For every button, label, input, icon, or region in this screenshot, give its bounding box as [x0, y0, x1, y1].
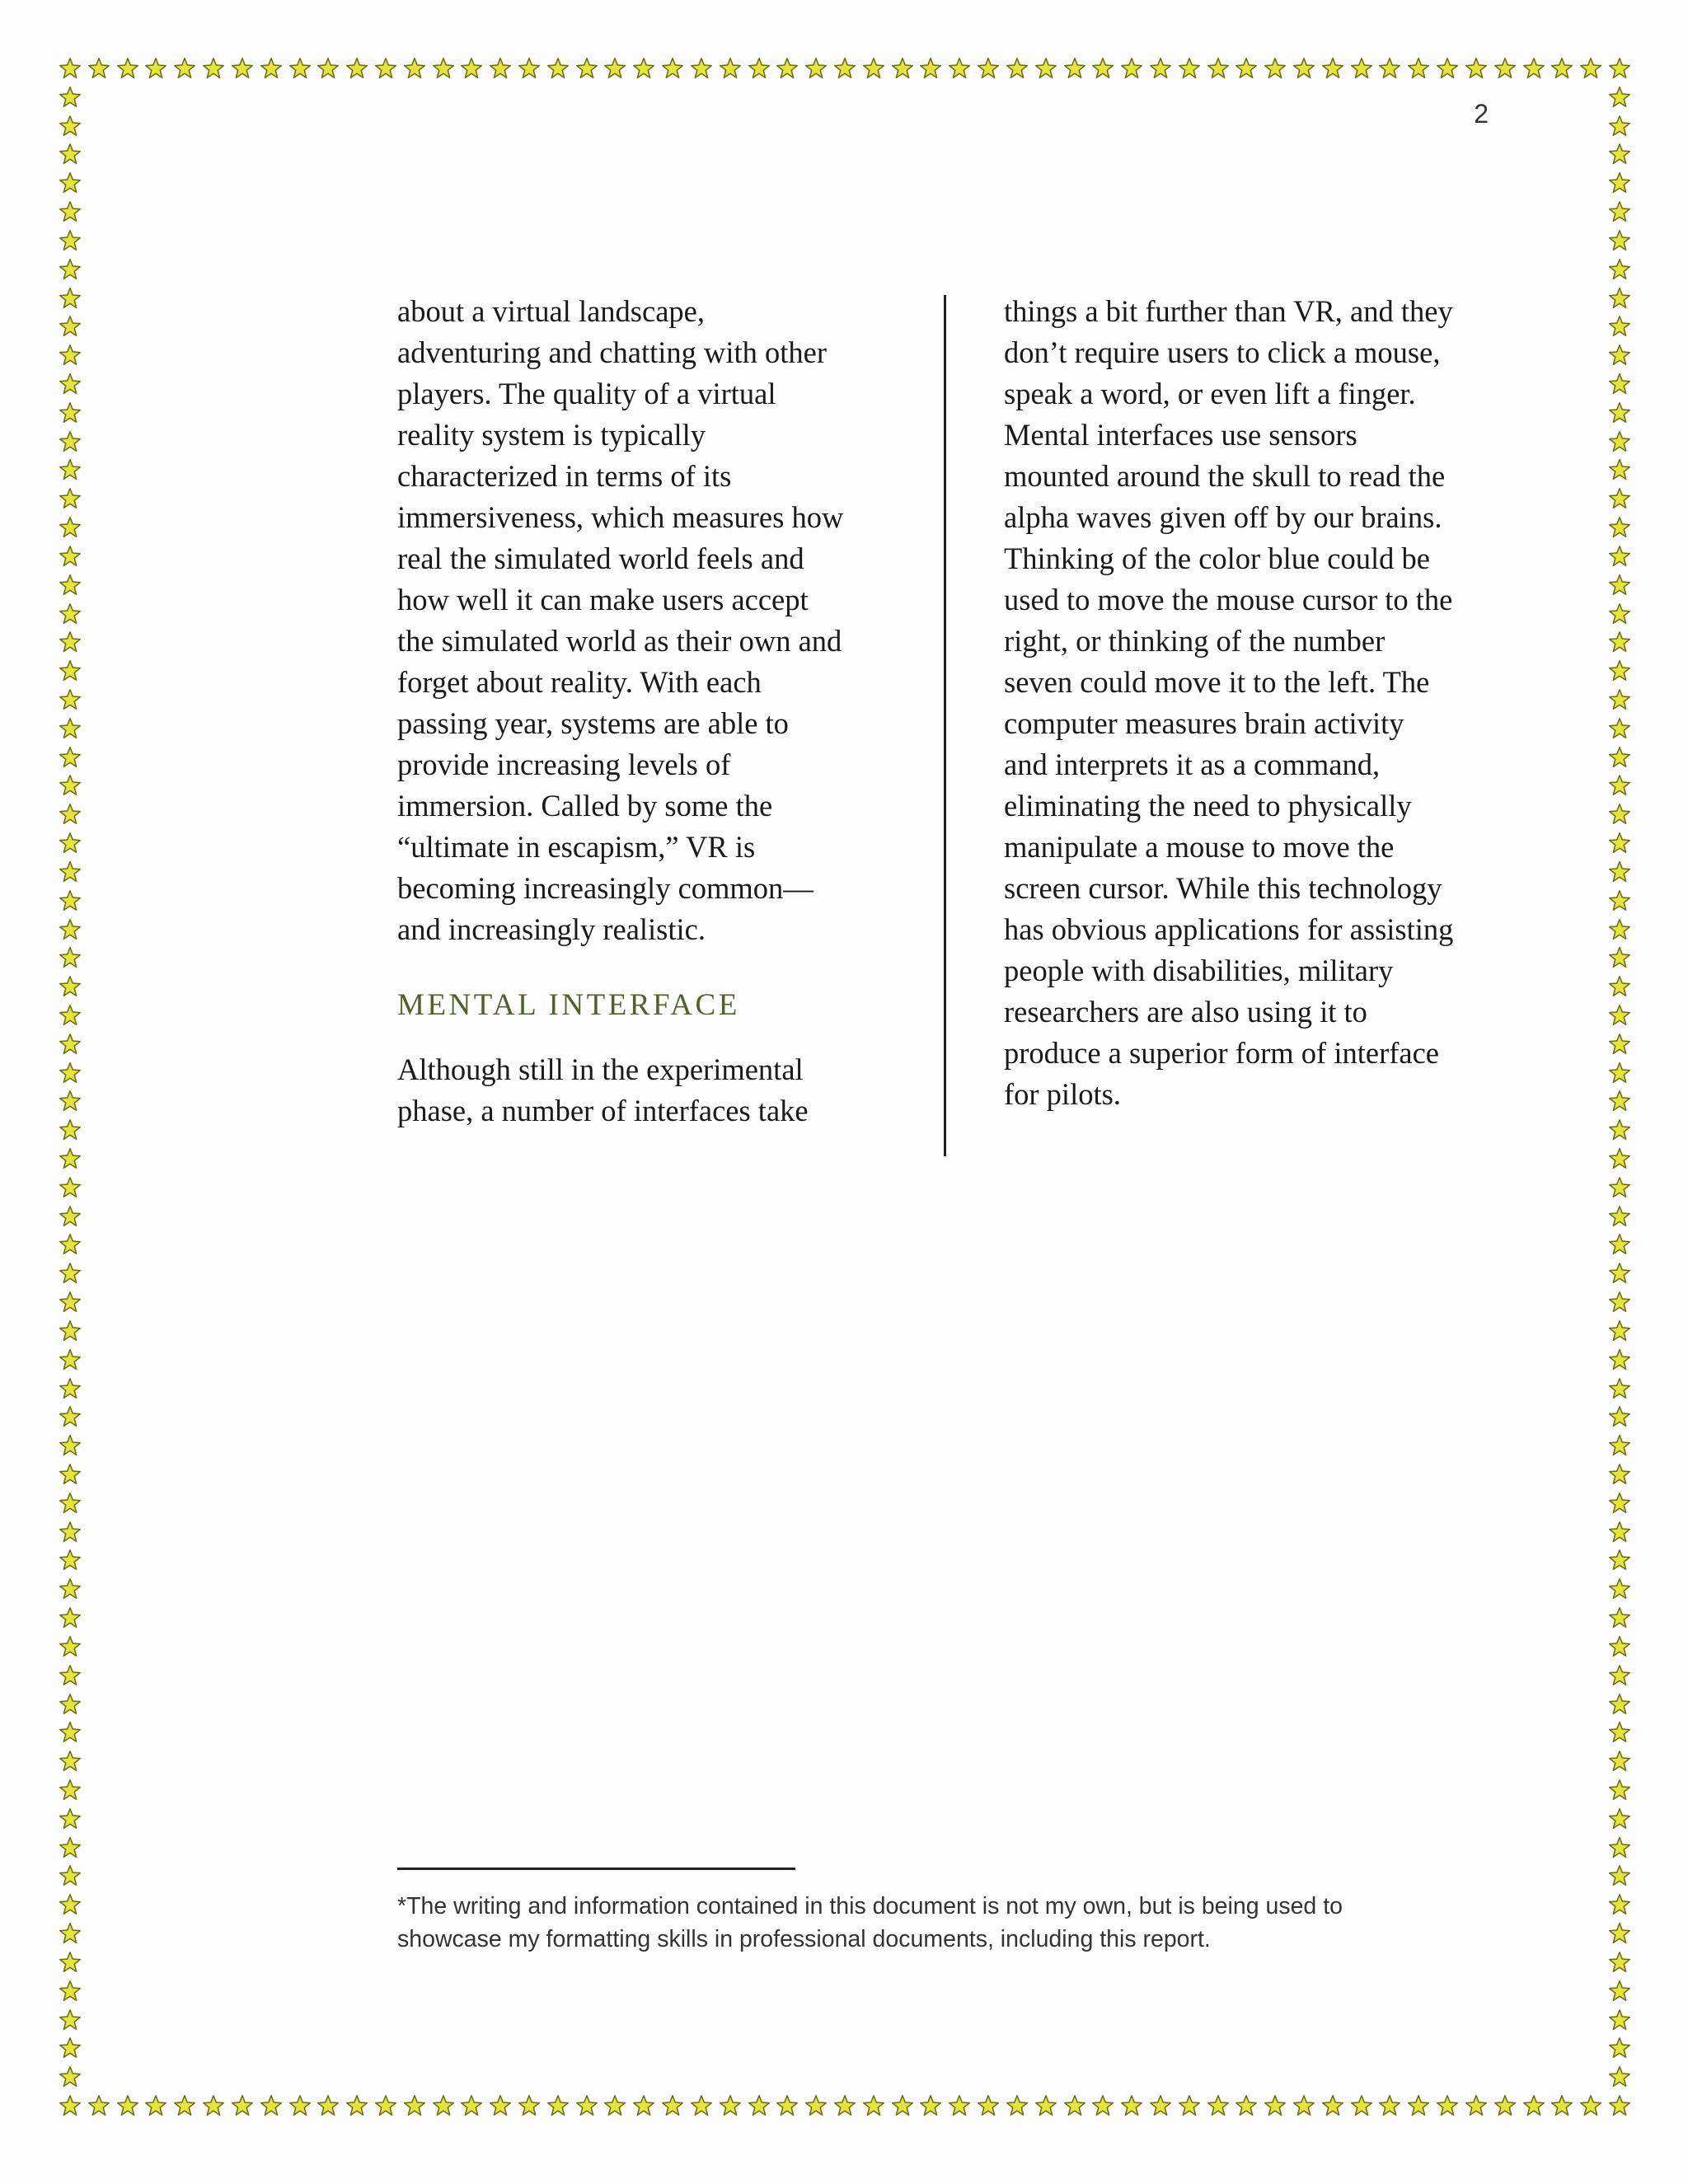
star-icon: [1579, 57, 1602, 80]
star-icon: [1608, 1549, 1631, 1572]
star-icon: [460, 57, 483, 80]
left-paragraph-1: [397, 291, 908, 950]
star-icon: [1006, 2094, 1029, 2117]
footnote-line: *The writing and information contained in this document is not my own, but is being used to: [397, 1893, 1343, 1919]
text-line: reality system is typically: [397, 418, 706, 452]
star-icon: [862, 57, 885, 80]
text-line: “ultimate in escapism,” VR is: [397, 830, 756, 864]
star-icon: [59, 860, 82, 883]
text-line: becoming increasingly common—: [397, 871, 814, 905]
star-icon: [288, 57, 312, 80]
star-icon: [1407, 57, 1430, 80]
star-icon: [316, 2094, 340, 2117]
star-icon: [1120, 2094, 1143, 2117]
star-icon: [59, 401, 82, 424]
star-icon: [59, 1033, 82, 1056]
footnote-separator: [397, 1868, 795, 1870]
text-line: the simulated world as their own and: [397, 624, 842, 658]
star-icon: [977, 2094, 1000, 2117]
text-line: adventuring and chatting with other: [397, 335, 827, 369]
star-icon: [59, 86, 82, 109]
star-icon: [59, 1750, 82, 1773]
star-icon: [518, 57, 541, 80]
text-line: used to move the mouse cursor to the: [1004, 583, 1453, 616]
star-icon: [59, 2036, 82, 2060]
star-icon: [1091, 2094, 1114, 2117]
star-icon: [1608, 401, 1631, 424]
text-line: right, or thinking of the number: [1004, 624, 1386, 658]
star-icon: [948, 57, 971, 80]
star-icon: [1034, 2094, 1057, 2117]
star-icon: [1608, 115, 1631, 138]
text-line: provide increasing levels of: [397, 748, 731, 781]
star-icon: [59, 1176, 82, 1199]
star-icon: [1264, 57, 1287, 80]
text-line: immersion. Called by some the: [397, 789, 773, 823]
star-icon: [345, 57, 368, 80]
star-icon: [231, 2094, 254, 2117]
star-icon: [1063, 2094, 1086, 2117]
star-icon: [59, 1405, 82, 1428]
star-icon: [1321, 57, 1344, 80]
star-icon: [1608, 373, 1631, 396]
star-icon: [59, 946, 82, 969]
star-icon: [1235, 57, 1258, 80]
star-icon: [59, 1377, 82, 1400]
star-icon: [661, 2094, 684, 2117]
star-icon: [1608, 1664, 1631, 1687]
star-icon: [1522, 57, 1545, 80]
star-icon: [59, 1233, 82, 1256]
star-icon: [804, 2094, 828, 2117]
star-icon: [1608, 1062, 1631, 1085]
star-icon: [1292, 57, 1315, 80]
star-icon: [776, 2094, 799, 2117]
star-icon: [1608, 803, 1631, 826]
star-icon: [1608, 1779, 1631, 1802]
star-icon: [1608, 2036, 1631, 2060]
star-icon: [1608, 229, 1631, 252]
star-icon: [59, 1062, 82, 1085]
star-icon: [1608, 1147, 1631, 1170]
star-icon: [288, 2094, 312, 2117]
star-icon: [1608, 315, 1631, 338]
star-icon: [260, 2094, 283, 2117]
star-icon: [59, 1463, 82, 1486]
star-icon: [690, 2094, 713, 2117]
text-line: people with disabilities, military: [1004, 954, 1394, 987]
star-icon: [833, 57, 856, 80]
star-icon: [231, 57, 254, 80]
star-icon: [1608, 1233, 1631, 1256]
star-icon: [59, 1521, 82, 1544]
left-column: [397, 291, 908, 1132]
text-line: about a virtual landscape,: [397, 294, 705, 328]
star-icon: [59, 1577, 82, 1601]
star-icon: [632, 57, 655, 80]
star-icon: [1378, 57, 1401, 80]
star-icon: [862, 2094, 885, 2117]
star-icon: [59, 545, 82, 568]
star-icon: [59, 344, 82, 367]
star-icon: [1608, 171, 1631, 194]
star-icon: [1608, 918, 1631, 941]
star-icon: [1608, 2008, 1631, 2032]
star-icon: [59, 1549, 82, 1572]
star-icon: [1608, 1521, 1631, 1544]
star-icon: [59, 574, 82, 597]
right-column: [1004, 291, 1515, 1115]
star-icon: [59, 889, 82, 912]
star-icon: [59, 803, 82, 826]
star-icon: [59, 2008, 82, 2032]
star-icon: [59, 1147, 82, 1170]
star-icon: [1608, 1980, 1631, 2003]
star-icon: [403, 2094, 426, 2117]
star-icon: [116, 2094, 139, 2117]
text-line: Although still in the experimental: [397, 1052, 804, 1086]
star-icon: [1608, 1262, 1631, 1285]
star-icon: [59, 918, 82, 941]
star-icon: [59, 1893, 82, 1916]
footnote-line: showcase my formatting skills in professional documents, including this report.: [397, 1926, 1211, 1952]
star-icon: [1350, 2094, 1373, 2117]
star-icon: [374, 2094, 397, 2117]
text-line: eliminating the need to physically: [1004, 789, 1412, 823]
star-icon: [59, 1606, 82, 1629]
star-icon: [1608, 1750, 1631, 1773]
star-icon: [1608, 1836, 1631, 1859]
star-icon: [1608, 1635, 1631, 1658]
star-icon: [833, 2094, 856, 2117]
star-icon: [1608, 430, 1631, 453]
star-icon: [1178, 2094, 1201, 2117]
star-icon: [1608, 487, 1631, 510]
star-icon: [891, 57, 914, 80]
star-icon: [1292, 2094, 1315, 2117]
star-icon: [59, 171, 82, 194]
star-icon: [1608, 946, 1631, 969]
star-icon: [59, 832, 82, 855]
star-icon: [1063, 57, 1086, 80]
star-icon: [1550, 2094, 1573, 2117]
star-icon: [1608, 1721, 1631, 1744]
star-icon: [1407, 2094, 1430, 2117]
star-icon: [59, 200, 82, 223]
star-icon: [603, 57, 626, 80]
star-icon: [59, 373, 82, 396]
star-icon: [59, 602, 82, 626]
star-icon: [144, 57, 167, 80]
star-icon: [432, 57, 455, 80]
star-icon: [1235, 2094, 1258, 2117]
star-icon: [1608, 200, 1631, 223]
star-icon: [1608, 774, 1631, 797]
text-line: things a bit further than VR, and they: [1004, 294, 1453, 328]
star-icon: [1608, 287, 1631, 310]
star-icon: [1091, 57, 1114, 80]
star-icon: [1608, 57, 1631, 80]
star-icon: [374, 57, 397, 80]
star-icon: [1608, 602, 1631, 626]
star-icon: [1608, 975, 1631, 998]
star-icon: [776, 57, 799, 80]
star-icon: [1608, 1492, 1631, 1515]
star-icon: [173, 2094, 196, 2117]
star-icon: [489, 57, 512, 80]
star-icon: [1608, 659, 1631, 682]
star-icon: [1608, 832, 1631, 855]
star-icon: [1608, 545, 1631, 568]
star-icon: [1608, 1118, 1631, 1141]
star-icon: [1608, 1922, 1631, 1945]
star-icon: [489, 2094, 512, 2117]
star-icon: [575, 2094, 598, 2117]
star-icon: [690, 57, 713, 80]
star-icon: [891, 2094, 914, 2117]
star-icon: [1608, 1090, 1631, 1113]
star-icon: [432, 2094, 455, 2117]
star-icon: [87, 2094, 110, 2117]
star-icon: [316, 57, 340, 80]
text-line: characterized in terms of its: [397, 459, 732, 493]
star-icon: [1608, 143, 1631, 166]
star-icon: [575, 57, 598, 80]
star-icon: [748, 57, 771, 80]
text-line: passing year, systems are able to: [397, 706, 789, 740]
star-icon: [977, 57, 1000, 80]
star-icon: [59, 287, 82, 310]
star-icon: [1608, 1291, 1631, 1314]
text-line: phase, a number of interfaces take: [397, 1094, 809, 1127]
star-icon: [59, 1922, 82, 1945]
star-icon: [59, 717, 82, 740]
star-icon: [59, 1262, 82, 1285]
star-icon: [1608, 344, 1631, 367]
star-icon: [1608, 1951, 1631, 1974]
star-icon: [59, 1118, 82, 1141]
star-icon: [1608, 1864, 1631, 1887]
star-icon: [59, 746, 82, 769]
star-icon: [59, 1492, 82, 1515]
star-icon: [59, 143, 82, 166]
star-icon: [804, 57, 828, 80]
text-line: researchers are also using it to: [1004, 995, 1367, 1029]
star-icon: [59, 659, 82, 682]
star-icon: [1522, 2094, 1545, 2117]
star-icon: [1608, 717, 1631, 740]
star-icon: [546, 2094, 570, 2117]
star-icon: [59, 1291, 82, 1314]
star-icon: [59, 1980, 82, 2003]
text-line: has obvious applications for assisting: [1004, 912, 1454, 946]
star-icon: [1465, 57, 1488, 80]
star-icon: [59, 458, 82, 481]
text-line: forget about reality. With each: [397, 665, 762, 699]
left-paragraph-2: [397, 1049, 908, 1132]
text-line: mounted around the skull to read the: [1004, 459, 1446, 493]
star-icon: [1350, 57, 1373, 80]
star-icon: [1178, 57, 1201, 80]
star-icon: [1608, 1893, 1631, 1916]
star-icon: [59, 1864, 82, 1887]
star-icon: [1608, 1348, 1631, 1371]
star-icon: [59, 487, 82, 510]
star-icon: [59, 1951, 82, 1974]
star-icon: [59, 774, 82, 797]
text-line: how well it can make users accept: [397, 583, 809, 616]
star-icon: [1608, 2065, 1631, 2088]
star-icon: [1436, 2094, 1459, 2117]
star-icon: [1321, 2094, 1344, 2117]
star-icon: [1207, 2094, 1230, 2117]
text-line: real the simulated world feels and: [397, 541, 804, 575]
star-icon: [1608, 1033, 1631, 1056]
star-icon: [1493, 2094, 1517, 2117]
text-line: players. The quality of a virtual: [397, 377, 776, 410]
star-icon: [59, 1836, 82, 1859]
star-icon: [59, 2065, 82, 2088]
star-icon: [1149, 57, 1172, 80]
star-icon: [59, 1319, 82, 1343]
star-icon: [59, 1779, 82, 1802]
star-icon: [1550, 57, 1573, 80]
star-icon: [59, 1721, 82, 1744]
star-icon: [1608, 574, 1631, 597]
star-icon: [1608, 2094, 1631, 2117]
star-icon: [59, 975, 82, 998]
star-icon: [1378, 2094, 1401, 2117]
star-icon: [1608, 1807, 1631, 1830]
star-icon: [546, 57, 570, 80]
text-line: manipulate a mouse to move the: [1004, 830, 1395, 864]
star-icon: [144, 2094, 167, 2117]
star-icon: [1608, 746, 1631, 769]
star-icon: [1608, 1405, 1631, 1428]
star-icon: [1608, 1693, 1631, 1716]
star-icon: [1608, 1577, 1631, 1601]
star-icon: [59, 258, 82, 281]
star-icon: [202, 2094, 225, 2117]
star-icon: [345, 2094, 368, 2117]
star-icon: [1006, 57, 1029, 80]
star-icon: [632, 2094, 655, 2117]
star-icon: [948, 2094, 971, 2117]
footnote: [397, 1890, 1485, 1956]
star-icon: [59, 1635, 82, 1658]
column-divider: [944, 295, 946, 1156]
star-icon: [1608, 1004, 1631, 1027]
star-icon: [1608, 258, 1631, 281]
star-icon: [59, 1205, 82, 1228]
star-icon: [260, 57, 283, 80]
star-icon: [1608, 630, 1631, 654]
text-line: Mental interfaces use sensors: [1004, 418, 1357, 452]
star-icon: [1608, 516, 1631, 539]
star-icon: [59, 1348, 82, 1371]
star-icon: [1436, 57, 1459, 80]
star-icon: [59, 2094, 82, 2117]
star-icon: [719, 2094, 742, 2117]
text-line: screen cursor. While this technology: [1004, 871, 1442, 905]
text-line: immersiveness, which measures how: [397, 500, 844, 534]
star-icon: [748, 2094, 771, 2117]
star-icon: [1608, 889, 1631, 912]
star-icon: [59, 229, 82, 252]
text-line: speak a word, or even lift a finger.: [1004, 377, 1416, 410]
star-icon: [1608, 86, 1631, 109]
star-icon: [59, 1434, 82, 1457]
star-icon: [1608, 1606, 1631, 1629]
star-icon: [59, 315, 82, 338]
text-line: Thinking of the color blue could be: [1004, 541, 1430, 575]
star-icon: [1465, 2094, 1488, 2117]
star-icon: [59, 1664, 82, 1687]
page-number: 2: [1474, 99, 1489, 129]
star-icon: [460, 2094, 483, 2117]
star-icon: [1149, 2094, 1172, 2117]
star-icon: [59, 630, 82, 654]
star-icon: [1034, 57, 1057, 80]
star-icon: [1608, 1319, 1631, 1343]
text-line: seven could move it to the left. The: [1004, 665, 1430, 699]
star-icon: [1608, 1434, 1631, 1457]
star-icon: [403, 57, 426, 80]
star-icon: [518, 2094, 541, 2117]
star-icon: [59, 688, 82, 711]
star-icon: [719, 57, 742, 80]
star-icon: [1608, 860, 1631, 883]
star-icon: [1120, 57, 1143, 80]
text-line: for pilots.: [1004, 1077, 1121, 1111]
star-icon: [1264, 2094, 1287, 2117]
star-icon: [919, 57, 942, 80]
text-line: and interprets it as a command,: [1004, 748, 1381, 781]
star-icon: [661, 57, 684, 80]
star-icon: [59, 57, 82, 80]
star-icon: [1579, 2094, 1602, 2117]
section-heading: MENTAL INTERFACE: [397, 988, 740, 1022]
star-icon: [173, 57, 196, 80]
star-icon: [1608, 1377, 1631, 1400]
star-icon: [1608, 1205, 1631, 1228]
star-icon: [603, 2094, 626, 2117]
text-line: computer measures brain activity: [1004, 706, 1404, 740]
star-icon: [59, 516, 82, 539]
text-line: and increasingly realistic.: [397, 912, 706, 946]
star-icon: [1608, 1463, 1631, 1486]
star-icon: [59, 1004, 82, 1027]
star-icon: [919, 2094, 942, 2117]
star-icon: [1493, 57, 1517, 80]
star-icon: [87, 57, 110, 80]
star-icon: [1608, 458, 1631, 481]
star-icon: [116, 57, 139, 80]
star-icon: [59, 430, 82, 453]
text-line: alpha waves given off by our brains.: [1004, 500, 1442, 534]
star-icon: [1207, 57, 1230, 80]
star-icon: [59, 115, 82, 138]
star-icon: [1608, 1176, 1631, 1199]
star-icon: [202, 57, 225, 80]
star-icon: [59, 1090, 82, 1113]
star-icon: [59, 1693, 82, 1716]
star-icon: [1608, 688, 1631, 711]
star-icon: [59, 1807, 82, 1830]
text-line: don’t require users to click a mouse,: [1004, 335, 1441, 369]
text-line: produce a superior form of interface: [1004, 1036, 1439, 1070]
